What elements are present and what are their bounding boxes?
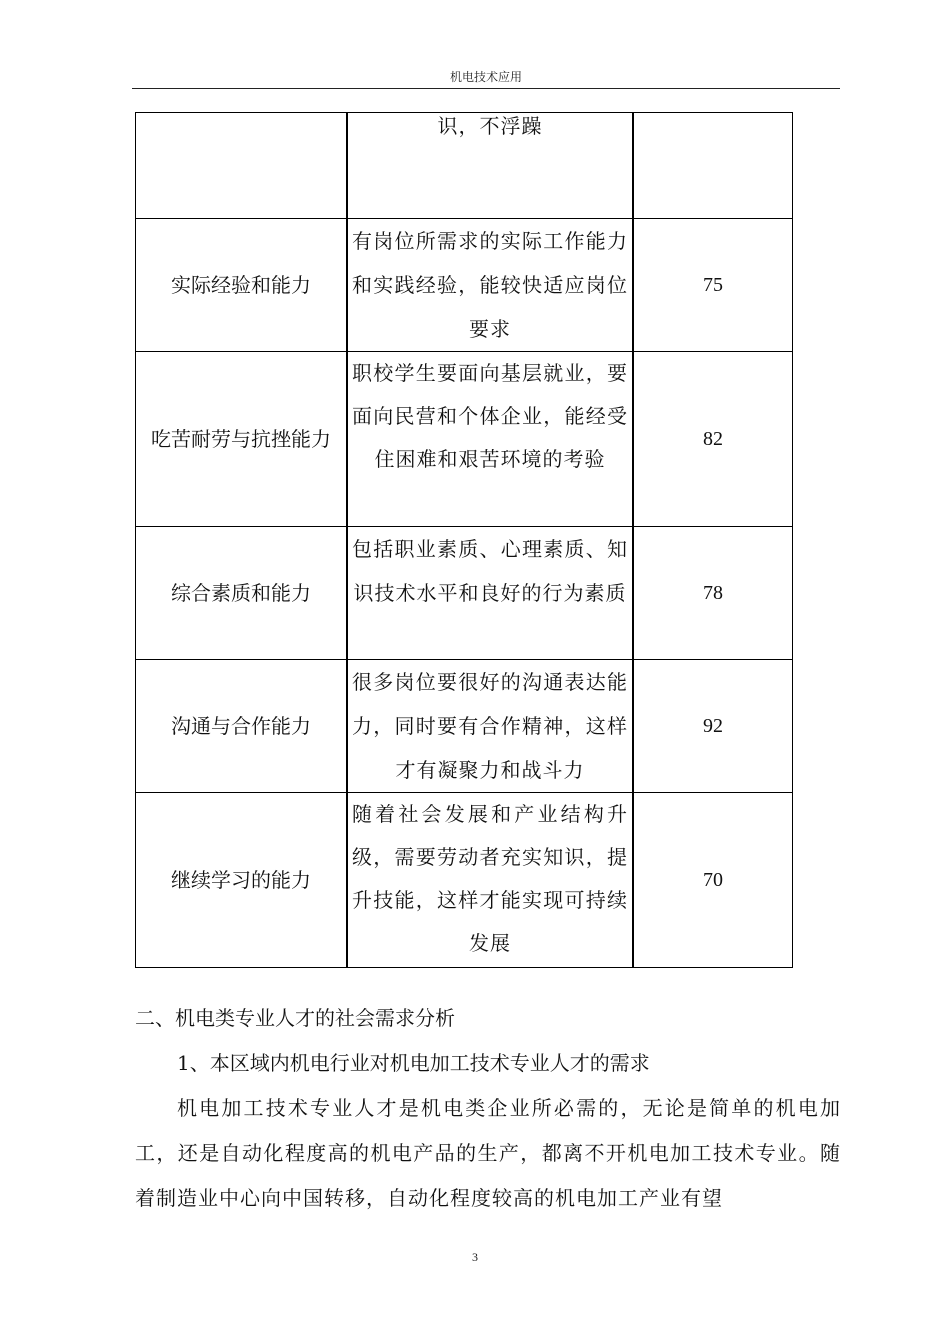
ability-cell: 吃苦耐劳与抗挫能力 <box>136 352 348 527</box>
table-row <box>136 113 793 219</box>
body-paragraph: 机电加工技术专业人才是机电类企业所必需的，无论是简单的机电加工，还是自动化程度高的机电产品的生产，都离不开机电加工技术专业。随着制造业中心向中国转移，自动化程度较高的机电加工产业有望 <box>135 1096 841 1210</box>
description-cell: 随着社会发展和产业结构升级，需要劳动者充实知识，提升技能，这样才能实现可持续发展 <box>347 793 633 968</box>
ability-requirements-table <box>135 112 793 968</box>
score-cell: 78 <box>633 527 793 660</box>
table-row <box>136 793 793 968</box>
score-cell: 70 <box>633 793 793 968</box>
table-row <box>136 219 793 352</box>
ability-cell: 实际经验和能力 <box>136 219 348 352</box>
score-cell: 75 <box>633 219 793 352</box>
score-cell <box>633 113 793 219</box>
table-row <box>136 660 793 793</box>
score-cell: 82 <box>633 352 793 527</box>
description-cell: 职校学生要面向基层就业，要面向民营和个体企业，能经受住困难和艰苦环境的考验 <box>347 352 633 527</box>
ability-cell: 综合素质和能力 <box>136 527 348 660</box>
sub-heading: 1、本区域内机电行业对机电加工技术专业人才的需求 <box>177 1051 650 1075</box>
ability-cell: 继续学习的能力 <box>136 793 348 968</box>
description-cell: 有岗位所需求的实际工作能力和实践经验，能较快适应岗位要求 <box>347 219 633 352</box>
table-row <box>136 527 793 660</box>
description-cell: 包括职业素质、心理素质、知识技术水平和良好的行为素质 <box>347 527 633 660</box>
section-heading: 二、机电类专业人才的社会需求分析 <box>135 1006 455 1030</box>
page-header <box>132 66 840 89</box>
header-title: 机电技术应用 <box>449 70 522 84</box>
page-number: 3 <box>472 1250 478 1264</box>
ability-cell: 沟通与合作能力 <box>136 660 348 793</box>
description-cell: 很多岗位要很好的沟通表达能力，同时要有合作精神，这样才有凝聚力和战斗力 <box>347 660 633 793</box>
description-cell: 识，不浮躁 <box>347 113 633 219</box>
ability-cell <box>136 113 348 219</box>
score-cell: 92 <box>633 660 793 793</box>
table-row <box>136 352 793 527</box>
